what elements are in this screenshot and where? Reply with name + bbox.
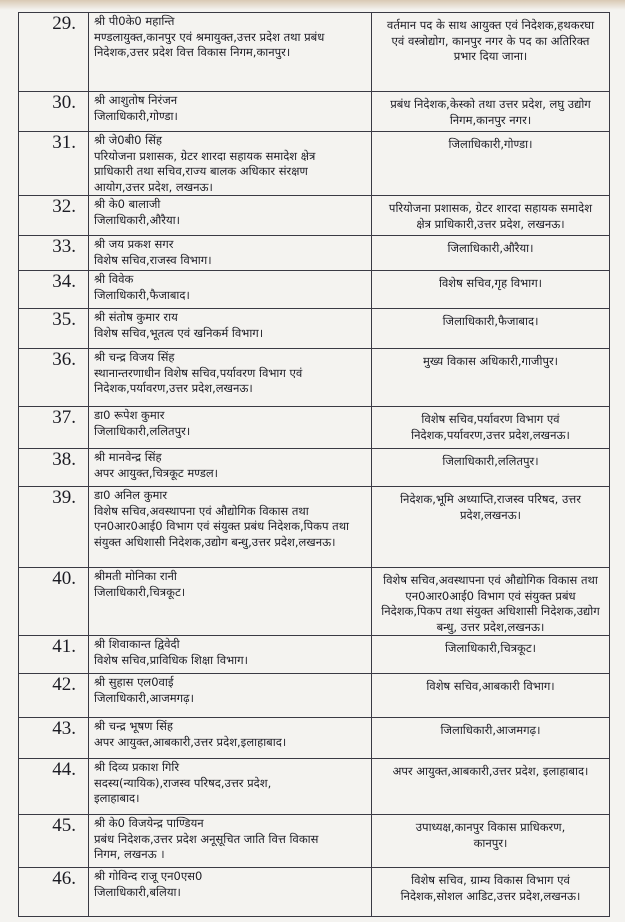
current-post-line: संयुक्त अधिशासी निदेशक,उद्योग बन्धु,उत्तर प्रदेश,लखनऊ। <box>94 534 336 549</box>
officer-name: श्री चन्द्र विजय सिंह <box>94 350 175 364</box>
serial-number: 42. <box>52 675 76 695</box>
new-post-line: प्रदेश,लखनऊ। <box>459 507 522 522</box>
current-post-line: जिलाधिकारी,आजमगढ़। <box>94 690 194 705</box>
officer-current-post-cell <box>89 236 372 271</box>
officer-name: श्री दिव्य प्रकाश गिरि <box>94 760 180 774</box>
new-post-cell <box>372 13 610 92</box>
serial-number: 32. <box>52 197 76 217</box>
serial-number-cell <box>19 815 89 868</box>
current-post-line: प्राधिकारी तथा सचिव,राज्य बालक अधिकार संरक्षण <box>94 164 308 178</box>
new-post-cell <box>372 674 610 718</box>
serial-number: 38. <box>52 450 76 470</box>
current-post-line: जिलाधिकारी,बलिया। <box>94 884 181 899</box>
new-post-line: निदेशक,पर्यावरण,उत्तर प्रदेश,लखनऊ। <box>411 427 570 442</box>
officer-name: श्री के0 विजयेन्द्र पाण्डियन <box>94 816 204 830</box>
serial-number: 31. <box>52 133 76 153</box>
officer-current-post-cell <box>89 636 372 674</box>
current-post-line: परियोजना प्रशासक, ग्रेटर शारदा सहायक समादेश क्षेत्र <box>94 148 316 163</box>
new-post-line: जिलाधिकारी,आजमगढ़। <box>440 723 541 737</box>
table-row <box>19 759 610 815</box>
table-row <box>19 449 610 487</box>
new-post-cell <box>372 309 610 349</box>
current-post-line: जिलाधिकारी,ललितपुर। <box>94 423 191 438</box>
officer-name: श्री मानवेन्द्र सिंह <box>94 450 162 464</box>
table-row <box>19 487 610 568</box>
new-post-cell <box>372 868 610 917</box>
officer-current-post-cell <box>89 13 372 92</box>
officer-current-post-cell <box>89 271 372 309</box>
officer-current-post-cell <box>89 407 372 449</box>
current-post-line: जिलाधिकारी,चित्रकूट। <box>94 584 186 599</box>
new-post-cell <box>372 236 610 271</box>
officer-name: श्री जे0बी0 सिंह <box>94 133 163 147</box>
new-post-line: एवं वस्त्रोद्योग, कानपुर नगर के पद का अतिरिक्त <box>391 33 590 48</box>
current-post-line: प्रबंध निदेशक,उत्तर प्रदेश अनूसूचित जाति वित्त विकास <box>94 831 319 846</box>
officer-name: श्री विवेक <box>94 272 134 286</box>
serial-number: 46. <box>52 869 76 889</box>
serial-number-cell <box>19 759 89 815</box>
new-post-line: विशेष सचिव,अवस्थापना एवं औद्योगिक विकास तथा <box>383 573 598 587</box>
serial-number-cell <box>19 636 89 674</box>
new-post-line: जिलाधिकारी,ललितपुर। <box>442 454 539 468</box>
serial-number-cell <box>19 271 89 309</box>
officer-current-post-cell <box>89 92 372 132</box>
new-post-line: बन्धु, उत्तर प्रदेश,लखनऊ। <box>436 619 545 634</box>
current-post-line: इलाहाबाद। <box>94 791 140 805</box>
table-row <box>19 13 610 92</box>
officer-name: श्री संतोष कुमार राय <box>94 310 178 324</box>
serial-number: 40. <box>52 569 76 589</box>
officer-name: श्री के0 बालाजी <box>94 197 161 211</box>
new-post-cell <box>372 271 610 309</box>
new-post-line: उपाध्यक्ष,कानपुर विकास प्राधिकरण, <box>415 820 566 834</box>
serial-number-cell <box>19 236 89 271</box>
current-post-line: जिलाधिकारी,औरैया। <box>94 212 180 227</box>
current-post-line: आयोग,उत्तर प्रदेश, लखनऊ। <box>94 179 213 194</box>
serial-number-cell <box>19 132 89 196</box>
current-post-line: जिलाधिकारी,फैजाबाद। <box>94 287 190 302</box>
table-row <box>19 309 610 349</box>
table-row <box>19 132 610 196</box>
serial-number: 30. <box>52 93 76 113</box>
current-post-line: निगम, लखनऊ । <box>94 847 165 861</box>
officer-name: श्री गोविन्द राजू एन0एस0 <box>94 869 203 883</box>
current-post-line: विशेष सचिव,राजस्व विभाग। <box>94 252 212 267</box>
current-post-line: निदेशक,उत्तर प्रदेश वित्त विकास निगम,कानपुर। <box>94 45 291 59</box>
new-post-line: निदेशक,सोशल आडिट,उत्तर प्रदेश,लखनऊ। <box>400 888 581 903</box>
new-post-line: प्रबंध निदेशक,केस्को तथा उत्तर प्रदेश, लघु उद्योग <box>390 97 591 111</box>
new-post-line: विशेष सचिव, ग्राम्य विकास विभाग एवं <box>411 873 570 887</box>
serial-number-cell <box>19 407 89 449</box>
officer-current-post-cell <box>89 487 372 568</box>
current-post-line: अपर आयुक्त,चित्रकूट मण्डल। <box>94 465 219 480</box>
officer-name: डा0 रूपेश कुमार <box>94 408 165 422</box>
table-row <box>19 815 610 868</box>
new-post-line: निदेशक,पिकप तथा संयुक्त अधिशासी निदेशक,उद्योग <box>381 604 600 618</box>
serial-number: 39. <box>52 488 76 508</box>
officer-current-post-cell <box>89 132 372 196</box>
officer-name: श्री आशुतोष निरंजन <box>94 93 178 107</box>
officer-name: श्री जय प्रकश सगर <box>94 237 174 251</box>
officer-current-post-cell <box>89 196 372 236</box>
serial-number: 33. <box>52 237 76 257</box>
table-row <box>19 674 610 718</box>
officer-name: श्री सुहास एल0वाई <box>94 675 174 689</box>
officer-current-post-cell <box>89 674 372 718</box>
new-post-line: क्षेत्र प्राधिकारी,उत्तर प्रदेश, लखनऊ। <box>416 216 565 231</box>
new-post-line: एन0आर0आई0 विभाग एवं संयुक्त प्रबंध <box>405 588 576 603</box>
current-post-line: सदस्य(न्यायिक),राजस्व परिषद,उत्तर प्रदेश, <box>94 775 272 790</box>
new-post-line: निगम,कानपुर नगर। <box>449 112 532 127</box>
serial-number: 45. <box>52 816 76 836</box>
serial-number: 29. <box>52 14 76 34</box>
officer-name: श्रीमती मोनिका रानी <box>94 569 177 583</box>
serial-number-cell <box>19 674 89 718</box>
current-post-line: विशेष सचिव,अवस्थापना एवं औद्योगिक विकास तथा <box>94 503 309 518</box>
page-edge-shadow <box>0 0 625 10</box>
new-post-line: अपर आयुक्त,आबकारी,उत्तर प्रदेश, इलाहाबाद। <box>392 764 589 778</box>
table-row <box>19 92 610 132</box>
new-post-line: वर्तमान पद के साथ आयुक्त एवं निदेशक,हथकरघा <box>386 18 595 32</box>
serial-number-cell <box>19 309 89 349</box>
new-post-line: प्रभार दिया जाना। <box>453 49 528 63</box>
new-post-line: कानपुर। <box>473 835 508 850</box>
current-post-line: अपर आयुक्त,आबकारी,उत्तर प्रदेश,इलाहाबाद। <box>94 734 287 749</box>
table-row <box>19 868 610 917</box>
new-post-line: जिलाधिकारी,फैजाबाद। <box>442 314 539 328</box>
table-row <box>19 271 610 309</box>
serial-number: 43. <box>52 719 76 739</box>
officer-name: श्री शिवाकान्त द्विवेदी <box>94 637 180 651</box>
officer-current-post-cell <box>89 449 372 487</box>
table-row <box>19 349 610 407</box>
current-post-line: जिलाधिकारी,गोण्डा। <box>94 108 178 123</box>
new-post-cell <box>372 636 610 674</box>
new-post-cell <box>372 718 610 759</box>
serial-number-cell <box>19 196 89 236</box>
current-post-line: एन0आर0आई0 विभाग एवं संयुक्त प्रबंध निदेशक,पिकप तथा <box>94 519 350 533</box>
serial-number-cell <box>19 568 89 636</box>
current-post-line: विशेष सचिव,प्राविधिक शिक्षा विभाग। <box>94 652 248 667</box>
table-row <box>19 196 610 236</box>
new-post-cell <box>372 449 610 487</box>
officer-name: श्री पी0के0 महान्ति <box>94 14 175 28</box>
new-post-cell <box>372 407 610 449</box>
officer-current-post-cell <box>89 815 372 868</box>
serial-number: 34. <box>52 272 76 292</box>
serial-number: 41. <box>52 637 76 657</box>
new-post-cell <box>372 92 610 132</box>
serial-number-cell <box>19 449 89 487</box>
new-post-line: निदेशक,भूमि अध्याप्ति,राजस्व परिषद, उत्तर <box>400 492 581 506</box>
new-post-line: जिलाधिकारी,औरैया। <box>447 241 534 255</box>
officer-current-post-cell <box>89 759 372 815</box>
serial-number-cell <box>19 487 89 568</box>
new-post-cell <box>372 815 610 868</box>
table-row <box>19 568 610 636</box>
new-post-line: विशेष सचिव,गृह विभाग। <box>438 276 543 290</box>
serial-number: 36. <box>52 350 76 370</box>
new-post-line: जिलाधिकारी,चित्रकूट। <box>444 641 537 655</box>
officer-current-post-cell <box>89 309 372 349</box>
serial-number-cell <box>19 92 89 132</box>
new-post-cell <box>372 759 610 815</box>
new-post-cell <box>372 487 610 568</box>
transfer-orders-table <box>18 12 610 917</box>
table-row <box>19 236 610 271</box>
serial-number-cell <box>19 718 89 759</box>
new-post-cell <box>372 196 610 236</box>
new-post-cell <box>372 132 610 196</box>
officer-current-post-cell <box>89 568 372 636</box>
table-row <box>19 407 610 449</box>
table-row <box>19 636 610 674</box>
table-row <box>19 718 610 759</box>
new-post-line: जिलाधिकारी,गोण्डा। <box>448 137 533 151</box>
new-post-line: विशेष सचिव,पर्यावरण विभाग एवं <box>421 412 560 426</box>
new-post-cell <box>372 349 610 407</box>
current-post-line: विशेष सचिव,भूतत्व एवं खनिकर्म विभाग। <box>94 325 264 340</box>
serial-number-cell <box>19 13 89 92</box>
current-post-line: निदेशक,पर्यावरण,उत्तर प्रदेश,लखनऊ। <box>94 381 253 395</box>
serial-number: 44. <box>52 760 76 780</box>
serial-number-cell <box>19 349 89 407</box>
serial-number: 35. <box>52 310 76 330</box>
officer-current-post-cell <box>89 718 372 759</box>
serial-number: 37. <box>52 408 76 428</box>
new-post-line: परियोजना प्रशासक, ग्रेटर शारदा सहायक समादेश <box>388 201 593 215</box>
current-post-line: स्थानान्तरणाधीन विशेष सचिव,पर्यावरण विभाग एवं <box>94 365 303 380</box>
serial-number-cell <box>19 868 89 917</box>
table-body <box>19 13 610 917</box>
officer-name: डा0 अनिल कुमार <box>94 488 168 502</box>
new-post-line: विशेष सचिव,आबकारी विभाग। <box>426 679 555 693</box>
officer-current-post-cell <box>89 349 372 407</box>
officer-current-post-cell <box>89 868 372 917</box>
current-post-line: मण्डलायुक्त,कानपुर एवं श्रमायुक्त,उत्तर प्रदेश तथा प्रबंध <box>94 29 325 44</box>
new-post-cell <box>372 568 610 636</box>
officer-name: श्री चन्द्र भूषण सिंह <box>94 719 173 733</box>
new-post-line: मुख्य विकास अधिकारी,गाजीपुर। <box>422 354 559 368</box>
